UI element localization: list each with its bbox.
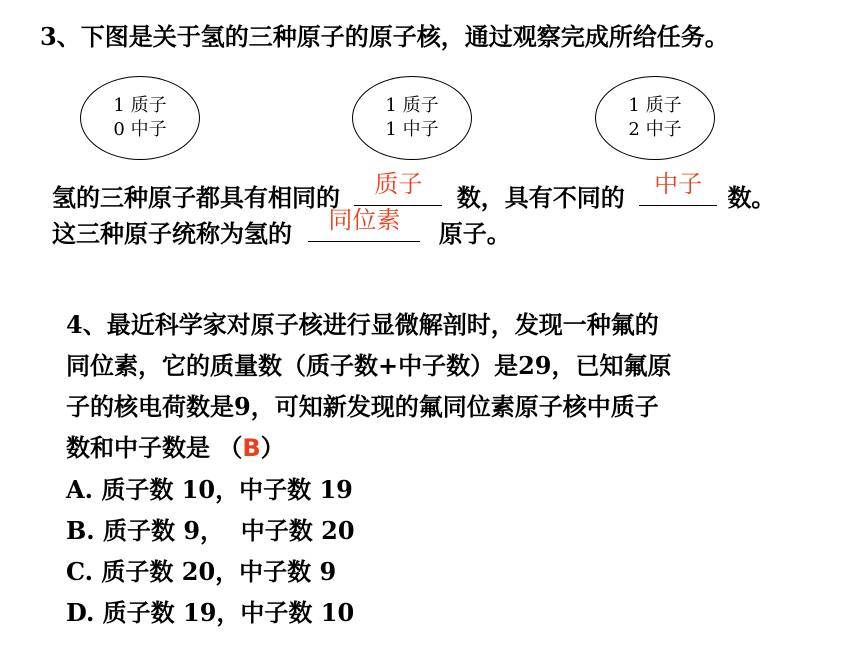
line1-text-c: 数。 <box>727 183 776 212</box>
blank-1-answer: 质子 <box>374 170 423 198</box>
q4-stem-suffix: ） <box>260 433 285 462</box>
q4-option-d: D. 质子数 19，中子数 10 <box>66 598 355 627</box>
line2-text-a: 这三种原子统称为氢的 <box>52 219 292 248</box>
question-3-line-2 <box>52 206 511 249</box>
blank-2-answer: 中子 <box>654 170 703 198</box>
nucleus-diagram-1 <box>80 76 200 160</box>
nucleus-2-neutron: 1 中子 <box>385 119 439 140</box>
q4-answer: B <box>242 434 261 462</box>
question-4 <box>66 304 786 633</box>
q4-stem-line-1: 4、最近科学家对原子核进行显微解剖时，发现一种氟的 <box>66 310 659 339</box>
nucleus-2-proton: 1 质子 <box>385 95 439 116</box>
nucleus-3-neutron: 2 中子 <box>628 119 682 140</box>
blank-3-answer: 同位素 <box>328 206 401 234</box>
nucleus-1-proton: 1 质子 <box>113 95 167 116</box>
nucleus-3-proton: 1 质子 <box>628 95 682 116</box>
q4-option-b: B. 质子数 9， 中子数 20 <box>66 516 355 545</box>
line1-text-b: 数，具有不同的 <box>456 183 625 212</box>
blank-3 <box>308 206 420 242</box>
q4-stem-line-3: 子的核电荷数是9，可知新发现的氟同位素原子核中质子 <box>66 392 659 421</box>
q4-option-c: C. 质子数 20，中子数 9 <box>66 557 337 586</box>
q4-stem-line-4 <box>66 427 786 469</box>
blank-2 <box>639 170 717 206</box>
q4-stem-prefix: 数和中子数是 （ <box>66 433 243 462</box>
q4-stem-line-2: 同位素，它的质量数（质子数+中子数）是29，已知氟原 <box>66 351 672 380</box>
question-3-title: 3、下图是关于氢的三种原子的原子核，通过观察完成所给任务。 <box>40 22 729 51</box>
nucleus-1-neutron: 0 中子 <box>113 119 167 140</box>
line2-text-b: 原子。 <box>438 219 511 248</box>
nucleus-diagram-3 <box>595 76 715 160</box>
q4-option-a: A. 质子数 10，中子数 19 <box>66 475 353 504</box>
line1-text-a: 氢的三种原子都具有相同的 <box>52 183 340 212</box>
nucleus-diagram-2 <box>352 76 472 160</box>
